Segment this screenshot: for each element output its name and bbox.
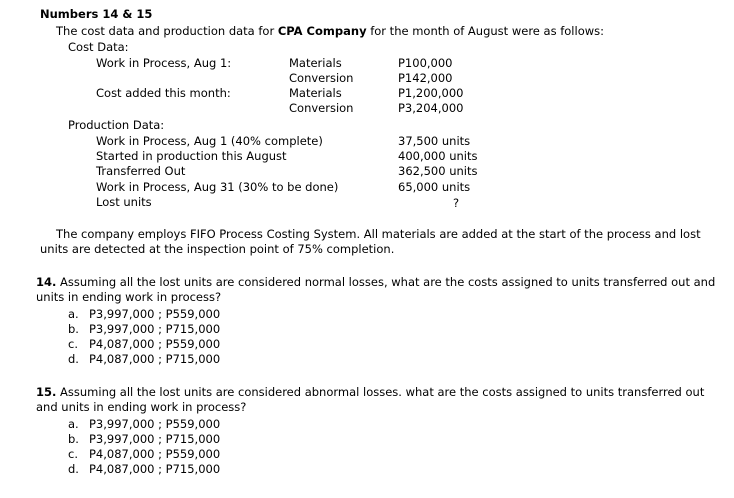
option-text: P3,997,000 ; P559,000 xyxy=(89,307,221,321)
production-row-value: 362,500 units xyxy=(398,164,478,178)
production-row-label: Started in production this August xyxy=(96,149,287,163)
production-row-value: ? xyxy=(453,196,460,210)
option-text: P4,087,000 ; P715,000 xyxy=(89,462,221,476)
company-name: CPA Company xyxy=(277,24,367,38)
question-text: and units in ending work in process? xyxy=(36,400,247,414)
cost-row-value: P3,204,000 xyxy=(398,101,464,115)
option-letter: d. xyxy=(68,352,79,366)
question-14 xyxy=(36,275,715,290)
option-text: P4,087,000 ; P559,000 xyxy=(89,447,221,461)
intro-before: The cost data and production data for xyxy=(56,24,278,38)
production-row-value: 400,000 units xyxy=(398,149,478,163)
production-row-label: Work in Process, Aug 31 (30% to be done) xyxy=(96,180,339,194)
production-row-label: Transferred Out xyxy=(96,164,186,178)
option-text: P3,997,000 ; P559,000 xyxy=(89,417,221,431)
cost-row-item: Materials xyxy=(289,86,342,100)
question-15 xyxy=(36,385,704,400)
cost-row-value: P100,000 xyxy=(398,56,453,70)
option-letter: a. xyxy=(68,417,79,431)
production-row-label: Work in Process, Aug 1 (40% complete) xyxy=(96,134,323,148)
question-number: 15. xyxy=(36,385,57,399)
cost-row-item: Materials xyxy=(289,56,342,70)
option-letter: c. xyxy=(68,337,78,351)
production-row-value: 65,000 units xyxy=(398,180,471,194)
cost-row-value: P142,000 xyxy=(398,71,453,85)
option-letter: b. xyxy=(68,322,79,336)
option-letter: d. xyxy=(68,462,79,476)
option-text: P3,997,000 ; P715,000 xyxy=(89,322,221,336)
intro-sentence xyxy=(56,24,604,39)
cost-row-label: Work in Process, Aug 1: xyxy=(96,56,232,70)
intro-after: for the month of August were as follows: xyxy=(366,24,604,38)
option-text: P4,087,000 ; P715,000 xyxy=(89,352,221,366)
production-row-label: Lost units xyxy=(96,195,152,209)
option-letter: c. xyxy=(68,447,78,461)
question-text: units in ending work in process? xyxy=(36,290,222,304)
cost-data-label: Cost Data: xyxy=(68,40,129,54)
cost-row-label: Cost added this month: xyxy=(96,86,231,100)
option-text: P3,997,000 ; P715,000 xyxy=(89,432,221,446)
question-text: Assuming all the lost units are considered abnormal losses. what are the costs assigned to units transferred out xyxy=(56,385,705,399)
heading-text: Numbers 14 & 15 xyxy=(40,7,153,21)
cost-row-item: Conversion xyxy=(289,101,354,115)
question-number: 14. xyxy=(36,275,57,289)
cost-row-value: P1,200,000 xyxy=(398,86,464,100)
option-letter: b. xyxy=(68,432,79,446)
production-row-value: 37,500 units xyxy=(398,134,471,148)
option-letter: a. xyxy=(68,307,79,321)
option-text: P4,087,000 ; P559,000 xyxy=(89,337,221,351)
production-data-label: Production Data: xyxy=(68,118,165,132)
note-line: The company employs FIFO Process Costing System. All materials are added at the start of the process and lost xyxy=(56,227,701,241)
heading xyxy=(40,7,152,22)
question-text: Assuming all the lost units are considered normal losses, what are the costs assigned to units transferred out and xyxy=(56,275,716,289)
cost-row-item: Conversion xyxy=(289,71,354,85)
note-line: units are detected at the inspection point of 75% completion. xyxy=(40,242,395,256)
